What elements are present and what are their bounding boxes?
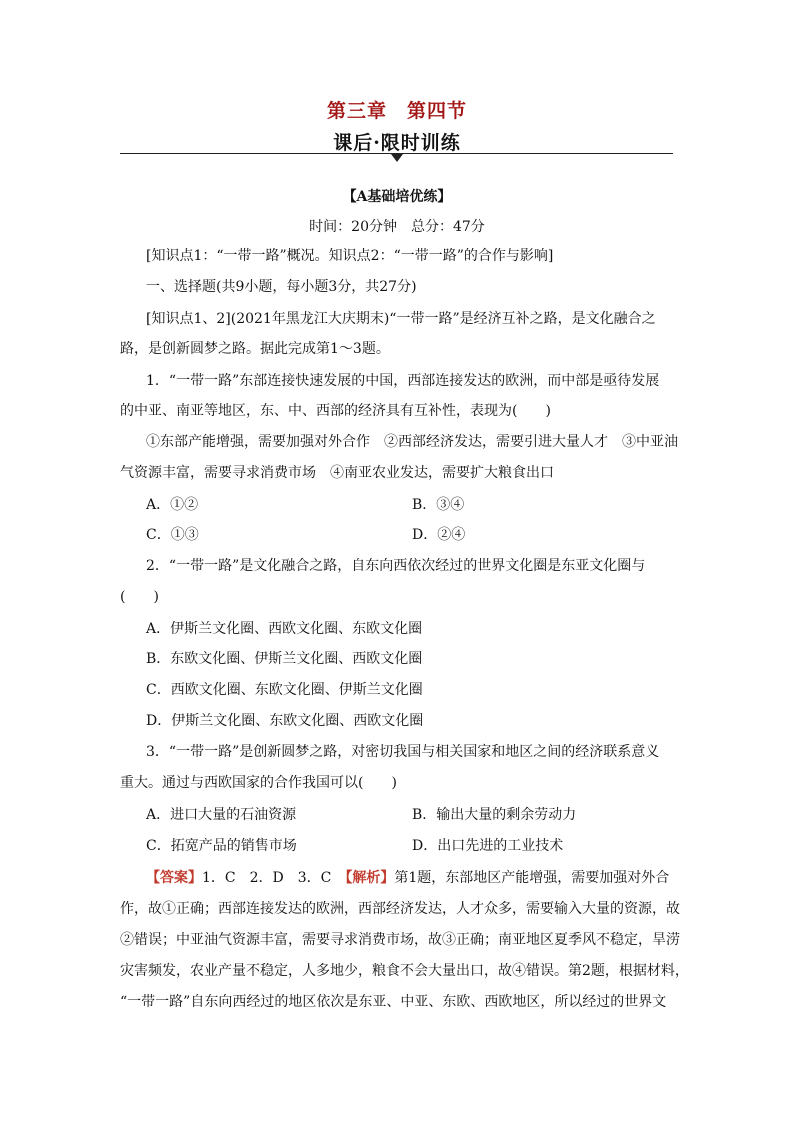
answer-values: 1．C 2．D 3．C [202, 870, 346, 886]
part-heading: 一、选择题(共9小题，每小题3分，共27分) [146, 279, 417, 295]
analysis-line-5: “一带一路”自东向西经过的地区依次是东亚、中亚、东欧、西欧地区，所以经过的世界文 [120, 994, 667, 1010]
analysis-tag: 【解析】 [345, 870, 395, 886]
answer-line-1 [146, 869, 669, 887]
analysis-line-4: 灾害频发，农业产量不稳定，人多地少，粮食不会大量出口，故④错误。第2题，根据材料， [120, 963, 689, 979]
q1-statements-line-1: ①东部产能增强，需要加强对外合作 ②西部经济发达，需要引进大量人才 ③中亚油 [146, 434, 678, 450]
q1-option-b: B．③④ [412, 497, 465, 513]
q1-option-d: D．②④ [412, 527, 466, 543]
q2-option-b: B．东欧文化圈、伊斯兰文化圈、西欧文化圈 [146, 651, 423, 667]
q3-stem-line-2: 重大。通过与西欧国家的合作我国可以( ) [120, 775, 397, 791]
q2-option-d: D．伊斯兰文化圈、东欧文化圈、西欧文化圈 [146, 713, 424, 729]
q3-stem-line-1: 3．“一带一路”是创新圆梦之路，对密切我国与相关国家和地区之间的经济联系意义 [146, 744, 660, 760]
analysis-line-2: 作，故①正确；西部连接发达的欧洲，西部经济发达，人才众多，需要输入大量的资源，故 [120, 901, 680, 917]
q2-option-c: C．西欧文化圈、东欧文化圈、伊斯兰文化圈 [146, 682, 423, 698]
q2-stem-line-1: 2．“一带一路”是文化融合之路，自东向西依次经过的世界文化圈是东亚文化圈与 [146, 558, 646, 574]
q1-option-c: C．①③ [146, 527, 199, 543]
chapter-title: 第三章 第四节 [326, 100, 467, 122]
q3-option-b: B．输出大量的剩余劳动力 [412, 807, 577, 823]
analysis-text-1: 第1题，东部地区产能增强，需要加强对外合 [394, 870, 670, 886]
q3-option-a: A．进口大量的石油资源 [146, 807, 297, 823]
page-subtitle: 课后·限时训练 [333, 132, 461, 154]
q1-stem-line-2: 的中亚、南亚等地区，东、中、西部的经济具有互补性，表现为( ) [120, 403, 551, 419]
q3-option-d: D．出口先进的工业技术 [412, 838, 564, 854]
intro-line-2: 路，是创新圆梦之路。据此完成第1～3题。 [120, 341, 390, 357]
section-title: 【A基础培优练】 [342, 189, 452, 205]
q1-option-a: A．①② [146, 497, 199, 513]
knowledge-points: [知识点1：“一带一路”概况。知识点2：“一带一路”的合作与影响] [146, 248, 554, 264]
q2-option-a: A．伊斯兰文化圈、西欧文化圈、东欧文化圈 [146, 621, 423, 637]
answer-tag: 【答案】 [146, 870, 202, 886]
triangle-marker-icon [391, 154, 403, 162]
q2-stem-line-2: ( ) [120, 589, 159, 605]
q1-statements-line-2: 气资源丰富，需要寻求消费市场 ④南亚农业发达，需要扩大粮食出口 [120, 465, 554, 481]
intro-line-1: [知识点1、2](2021年黑龙江大庆期末)“一带一路”是经济互补之路，是文化融合之 [146, 311, 656, 327]
q1-stem-line-1: 1．“一带一路”东部连接快速发展的中国，西部连接发达的欧洲，而中部是亟待发展 [146, 373, 660, 389]
q3-option-c: C．拓宽产品的销售市场 [146, 838, 297, 854]
time-info: 时间：20分钟 总分：47分 [309, 219, 485, 235]
analysis-line-3: ②错误；中亚油气资源丰富，需要寻求消费市场，故③正确；南亚地区夏季风不稳定，旱涝 [120, 932, 680, 948]
